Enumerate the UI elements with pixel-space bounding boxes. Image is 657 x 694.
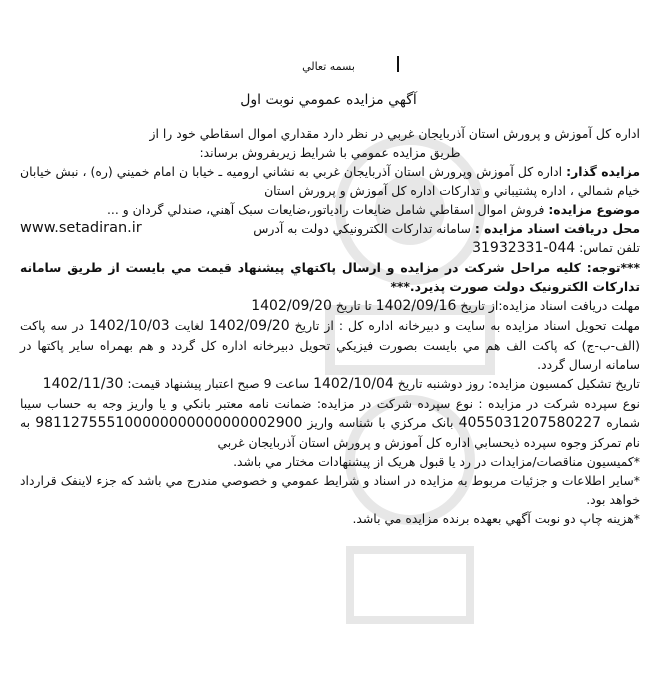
receive-to-label: تا تاريخ [335,298,372,313]
commission-date: 1402/10/04 [313,376,394,392]
documents-text: سامانه تدارکات الکترونيکي دولت به آدرس [253,221,471,236]
commission-time: ساعت 9 صبح [237,376,310,391]
setadiran-url[interactable]: www.setadiran.ir [20,220,142,236]
note-commission: *کميسيون مناقصات/مزايدات در رد يا قبول هريک از پيشنهادات مختار مي باشد. [233,454,640,469]
validity-date: 1402/11/30 [42,376,124,392]
subject-label: موضوع مزايده: [548,202,640,217]
basmala: بسمه تعالي [302,60,355,73]
auctioneer-section [20,162,640,200]
subject-text: فروش اموال اسقاطي شامل ضايعات رادياتور،ضايعات سبک آهني، صندلي گردان و ... [106,202,545,217]
notice-body [20,124,640,528]
receive-from-date: 1402/09/16 [375,298,457,314]
notice-title: آگهي مزايده عمومي نوبت اول [240,92,417,108]
deposit-shenase: 981127555100000000000000002900 [35,415,303,431]
note-cost: *هزينه چاپ دو نوبت آگهي بعهده برنده مزايده مي باشد. [352,511,640,526]
documents-section [20,219,640,238]
phone-line [20,238,640,258]
delivery-from-date: 1402/09/20 [208,318,290,334]
validity-label: اعتبار پيشنهاد قيمت: [127,376,234,391]
notice-warning: ***توجه: کليه مراحل شرکت در مزايده و ارسال پاکتهاي پيشنهاد قيمت مي بايست از طريق سامانه تدارکات الکترونيک دولت صورت پذيرد.*** [20,260,640,294]
delivery-to-date: 1402/10/03 [88,318,170,334]
intro-line-1: اداره کل آموزش و پرورش استان آذربایجان غربي در نظر دارد مقداري اموال اسقاطي خود را از [149,126,640,141]
deposit-bank-text: بانک مرکزي با شناسه واريز [307,415,454,430]
deposit-section [20,394,640,452]
subject-section [20,200,640,219]
note-details: *ساير اطلاعات و جزئيات مربوط به مزايده در اسناد و شرايط عمومي و خصوصي مندرج مي باشد که جزء لاينفک قرارداد خواهد بود. [20,473,640,507]
deposit-account-number: 4055031207580227 [458,415,602,431]
deposit-text: نوع سپرده شرکت در مزايده : نوع سپرده شرکت در مزايده: ضمانت نامه معتبر بانکي و يا واريز وجه به حساب سيبا شماره [20,396,640,430]
commission-label: تاريخ تشکيل کمسيون مزايده: روز دوشنبه تاريخ [397,376,640,391]
commission-date-line [20,374,640,394]
auctioneer-text: اداره کل آموزش وپرورش استان آذربايجان غربي به نشاني اروميه ـ خيابا ن امام خميني (ره) ، نبش خيابان خيام شمالي ، اداره پشتيباني و تدارکات اداره کل آموزش و پرورش استان [20,164,640,198]
phone-label: تلفن تماس: [579,240,640,255]
receive-label: مهلت دريافت اسناد مزايده:از تاريخ [460,298,640,313]
documents-label: محل دريافت اسناد مزايده : [474,221,640,236]
intro-line-2: طريق مزايده عمومي با شرايط زيربفروش برساند: [199,145,461,160]
deposit-tail: به نام تمرکز وجوه سپرده ذيحسابي اداره کل آموزش و پرورش استان آذربایجان غربي [20,415,640,450]
phone-number: 044-31932331 [472,240,576,256]
receive-deadline [20,296,640,316]
auctioneer-label: مزايده گذار: [566,164,640,179]
delivery-label: مهلت تحويل اسناد مزايده به سايت و دبيرخانه اداره کل : از تاريخ [294,318,640,333]
delivery-text: در سه پاکت (الف-ب-ج) که پاکت الف هم مي بايست بصورت فيزيکي تحويل دبيرخانه اداره کل گردد و هم بهمراه ساير پاکتها در سامانه ارسال گردد. [20,318,640,372]
receive-to-date: 1402/09/20 [251,298,332,314]
delivery-deadline [20,316,640,374]
delivery-to-label: لغايت [174,318,204,333]
